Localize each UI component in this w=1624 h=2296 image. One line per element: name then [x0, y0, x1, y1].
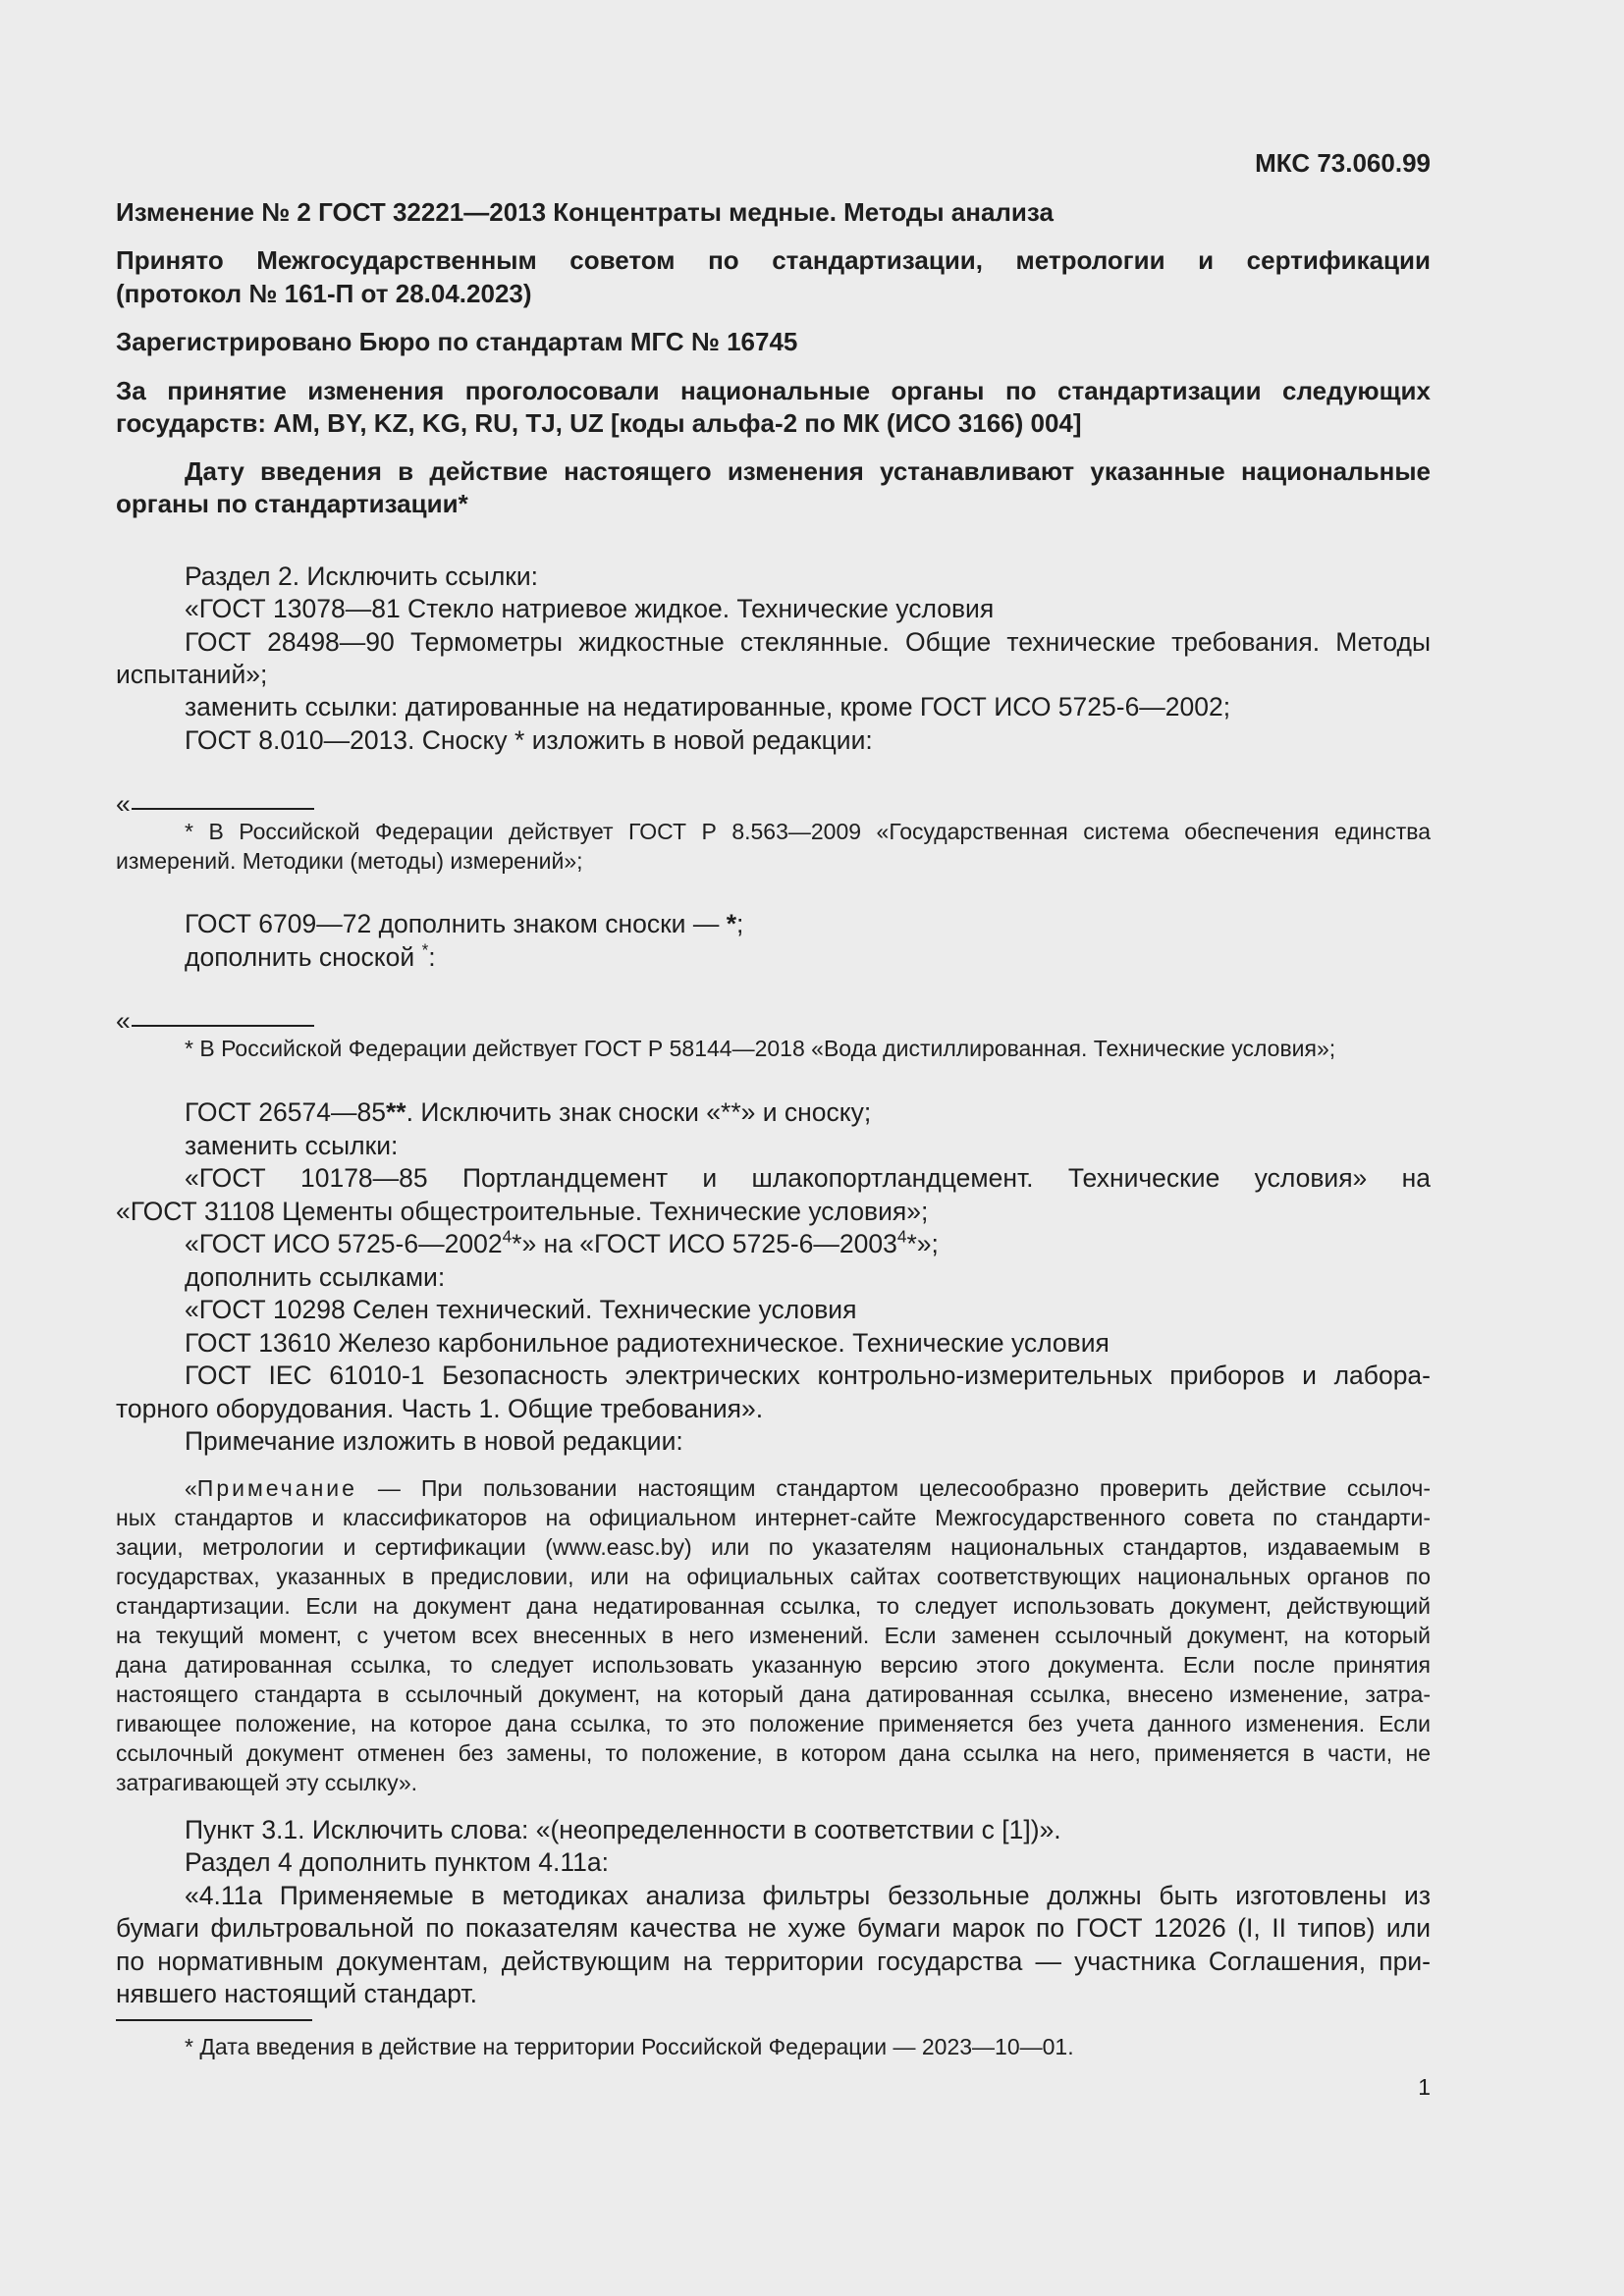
body-line: ГОСТ 6709—72 дополнить знаком сноски — *; — [185, 909, 744, 938]
body-line: заменить ссылки: датированные на недатированные, кроме ГОСТ ИСО 5725-6—2002; — [185, 692, 1231, 721]
body-line: «ГОСТ 10298 Селен технический. Технические условия — [185, 1295, 857, 1324]
amendment-title: Изменение № 2 ГОСТ 32221—2013 Концентраты медные. Методы анализа — [116, 197, 1054, 227]
inserted-footnote-line: * В Российской Федерации действует ГОСТ Р 58144—2018 «Вода дистиллированная. Технические условия»; — [185, 1036, 1336, 1061]
body-line: дополнить сноской *: — [185, 939, 436, 972]
note-line: ссылочный документ отменен без замены, то положение, в котором дана ссылка на него, применяется в части, не — [116, 1740, 1431, 1766]
page-footnote: * Дата введения в действие на территории Российской Федерации — 2023—10—01. — [185, 2034, 1074, 2059]
body-line: Раздел 2. Исключить ссылки: — [185, 561, 539, 591]
note-line: гивающее положение, на которое дана ссылка, то это положение применяется без учета данного изменения. Если — [116, 1711, 1431, 1736]
body-line: Пункт 3.1. Исключить слова: «(неопределенности в соответствии с [1])». — [185, 1815, 1061, 1844]
body-line: ГОСТ 26574—85**. Исключить знак сноски «**» и сноску; — [185, 1097, 872, 1127]
body-line: по нормативным документам, действующим на территории государства — участника Соглашения, при- — [116, 1947, 1431, 1976]
page-number: 1 — [1418, 2074, 1431, 2100]
body-line: Примечание изложить в новой редакции: — [185, 1426, 683, 1456]
note-line: «Примечание — При пользовании настоящим стандартом целесообразно проверить действие ссылоч- — [185, 1475, 1431, 1501]
note-line: ных стандартов и классификаторов на официальном интернет-сайте Межгосударственного совета по стандарти- — [116, 1505, 1431, 1530]
body-line: «ГОСТ 10178—85 Портландцемент и шлакопортландцемент. Технические условия» на — [185, 1163, 1431, 1193]
body-line: заменить ссылки: — [185, 1131, 399, 1160]
body-line: ГОСТ IEC 61010-1 Безопасность электрических контрольно-измерительных приборов и лабора- — [185, 1361, 1431, 1390]
inserted-footnote-line: * В Российской Федерации действует ГОСТ Р 8.563—2009 «Государственная система обеспечения единства — [185, 819, 1431, 844]
quote-mark: « — [116, 1006, 131, 1036]
adopted-line-1: Принято Межгосударственным советом по стандартизации, метрологии и сертификации — [116, 245, 1431, 275]
body-line: бумаги фильтровальной по показателям качества не хуже бумаги марок по ГОСТ 12026 (I, II типов) или — [116, 1913, 1431, 1943]
effective-date-line-1: Дату введения в действие настоящего изменения устанавливают указанные национальные — [185, 456, 1431, 486]
body-line: ГОСТ 28498—90 Термометры жидкостные стеклянные. Общие технические требования. Методы — [185, 627, 1431, 657]
note-line: зации, метрологии и сертификации (www.easc.by) или по указателям национальных стандартов, издаваемым в — [116, 1534, 1431, 1560]
body-line: испытаний»; — [116, 660, 268, 689]
quote-mark: « — [116, 789, 131, 819]
note-line: на текущий момент, с учетом всех внесенных в него изменений. Если заменен ссылочный документ, на который — [116, 1623, 1431, 1648]
voted-line-1: За принятие изменения проголосовали национальные органы по стандартизации следующих — [116, 376, 1431, 405]
body-line: «ГОСТ 13078—81 Стекло натриевое жидкое. Технические условия — [185, 594, 995, 623]
registered-line: Зарегистрировано Бюро по стандартам МГС № 16745 — [116, 327, 798, 356]
body-line: ГОСТ 13610 Железо карбонильное радиотехническое. Технические условия — [185, 1328, 1110, 1358]
note-line: стандартизации. Если на документ дана недатированная ссылка, то следует использовать документ, действующий — [116, 1593, 1431, 1619]
body-line: дополнить ссылками: — [185, 1262, 446, 1292]
mks-code: МКС 73.060.99 — [1255, 148, 1431, 178]
inserted-footnote-line: измерений. Методики (методы) измерений»; — [116, 848, 583, 874]
note-line: затрагивающей эту ссылку». — [116, 1770, 418, 1795]
body-line: ГОСТ 8.010—2013. Сноску * изложить в новой редакции: — [185, 725, 873, 755]
note-line: настоящего стандарта в ссылочный документ, на который дана датированная ссылка, внесено изменение, затра- — [116, 1682, 1431, 1707]
adopted-line-2: (протокол № 161-П от 28.04.2023) — [116, 279, 532, 308]
body-line: «ГОСТ ИСО 5725-6—2002$^4$*» на «ГОСТ ИСО 5725-6—2003$^4$*»; — [185, 1226, 939, 1258]
body-line: «ГОСТ 31108 Цементы общестроительные. Технические условия»; — [116, 1197, 929, 1226]
body-line: торного оборудования. Часть 1. Общие требования». — [116, 1394, 764, 1423]
footnote-rule — [132, 1025, 314, 1027]
footnote-rule — [132, 808, 314, 810]
body-line: «4.11а Применяемые в методиках анализа фильтры беззольные должны быть изготовлены из — [185, 1881, 1431, 1910]
effective-date-line-2: органы по стандартизации* — [116, 489, 468, 518]
body-line: Раздел 4 дополнить пунктом 4.11а: — [185, 1847, 609, 1877]
voted-line-2: государств: AM, BY, KZ, KG, RU, TJ, UZ [коды альфа-2 по МК (ИСО 3166) 004] — [116, 408, 1082, 438]
footnote-separator — [116, 2019, 312, 2021]
note-line: государствах, указанных в предисловии, или на официальных сайтах соответствующих национальных органов по — [116, 1564, 1431, 1589]
note-line: дана датированная ссылка, то следует использовать указанную версию этого документа. Если после принятия — [116, 1652, 1431, 1678]
body-line: нявшего настоящий стандарт. — [116, 1979, 477, 2008]
